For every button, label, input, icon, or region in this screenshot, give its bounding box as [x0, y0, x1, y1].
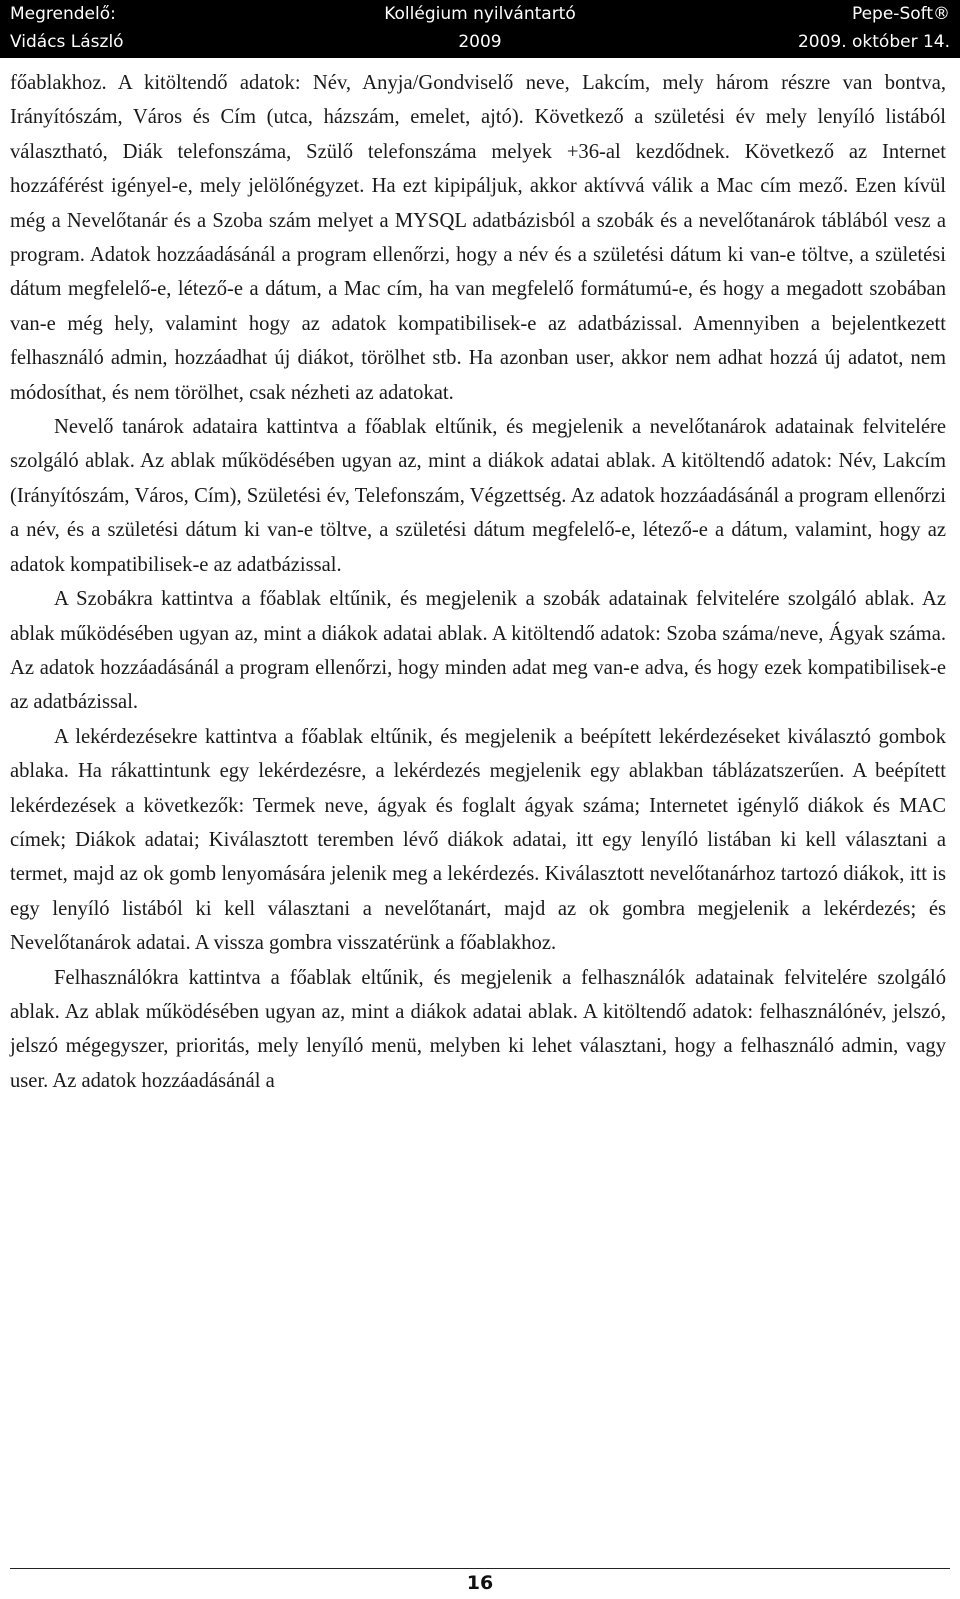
paragraph-teachers: Nevelő tanárok adataira kattintva a főablak eltűnik, és megjelenik a nevelőtanárok adatainak felvitelére szolgáló ablak. Az ablak működésében ugyan az, mint a diákok adatai ablak. A kitöltendő adatok: Név, Lakcím (Irányítószám, Város, Cím), Születési év, Telefonszám, Végzettség. Az adatok hozzáadásánál a program ellenőrzi a név, és a születési dátum ki van-e töltve, a születési dátum megfelelő-e, létező-e a dátum, valamint, hogy az adatok kompatibilisek-e az adatbázissal. [10, 416, 946, 576]
paragraph-continuation: főablakhoz. A kitöltendő adatok: Név, Anyja/Gondviselő neve, Lakcím, mely három részre van bontva, Irányítószám, Város és Cím (utca, házszám, emelet, ajtó). Következő a születési év mely lenyíló listából választható, Diák telefonszáma, Szülő telefonszáma melyek +36-al kezdődnek. Következő az Internet hozzáférést igényel-e, mely jelölőnégyzet. Ha ezt kipipáljuk, akkor aktívvá válik a Mac cím mező. Ezen kívül még a Nevelőtanár és a Szoba szám melyet a MYSQL adatbázisból a szobák és a nevelőtanárok táblából vesz a program. Adatok hozzáadásánál a program ellenőrzi, hogy a név és a születési dátum ki van-e töltve, a születési dátum megfelelő-e, létező-e a dátum, a Mac cím, ha van megfelelő formátumú-e, és hogy a megadott szobában van-e még hely, valamint hogy az adatok kompatibilisek-e az adatbázissal. Amennyiben a bejelentkezett felhasználó admin, hozzáadhat új diákot, törölhet stb. Ha azonban user, akkor nem adhat hozzá új adatot, nem módosíthat, és nem törölhet, csak nézheti az adatokat. [10, 72, 946, 404]
page-number: 16 [466, 1572, 494, 1594]
document-body [10, 66, 946, 1098]
page-header [0, 0, 960, 58]
header-date: 2009. október 14. [797, 32, 950, 52]
footer-divider [10, 1568, 950, 1569]
paragraph-rooms: A Szobákra kattintva a főablak eltűnik, és megjelenik a szobák adatainak felvitelére szolgáló ablak. Az ablak működésében ugyan az, mint a diákok adatai ablak. A kitöltendő adatok: Szoba száma/neve, Ágyak száma. Az adatok hozzáadásánál a program ellenőrzi, hogy minden adat meg van-e adva, és hogy ezek kompatibilisek-e az adatbázissal. [10, 588, 946, 714]
header-project-year: 2009 [458, 32, 502, 52]
header-right [798, 0, 950, 56]
header-client-label: Megrendelő: [10, 4, 116, 24]
paragraph-users: Felhasználókra kattintva a főablak eltűnik, és megjelenik a felhasználók adatainak felvitelére szolgáló ablak. Az ablak működésében ugyan az, mint a diákok adatai ablak. A kitöltendő adatok: felhasználónév, jelszó, jelszó mégegyszer, prioritás, mely lenyíló menü, melyben ki lehet választani, hogy a felhasználó admin, vagy user. Az adatok hozzáadásánál a [10, 966, 946, 1092]
paragraph-queries: A lekérdezésekre kattintva a főablak eltűnik, és megjelenik a beépített lekérdezéseket kiválasztó gombok ablaka. Ha rákattintunk egy lekérdezésre, a lekérdezés megjelenik egy ablakban táblázatszerűen. A beépített lekérdezések a következők: Termek neve, ágyak és foglalt ágyak száma; Internetet igénylő diákok és MAC címek; Diákok adatai; Kiválasztott teremben lévő diákok adatai, itt egy lenyíló listában ki kell választani a termet, majd az ok gomb lenyomására jelenik meg a lekérdezés. Kiválasztott nevelőtanárhoz tartozó diákok, itt is egy lenyíló listából ki kell választani a nevelőtanárt, majd az ok gombra megjelenik a lekérdezés; és Nevelőtanárok adatai. A vissza gombra visszatérünk a főablakhoz. [10, 725, 946, 955]
header-client-name: Vidács László [10, 32, 124, 52]
header-project-title: Kollégium nyilvántartó [384, 4, 576, 24]
header-company: Pepe-Soft® [851, 4, 950, 24]
